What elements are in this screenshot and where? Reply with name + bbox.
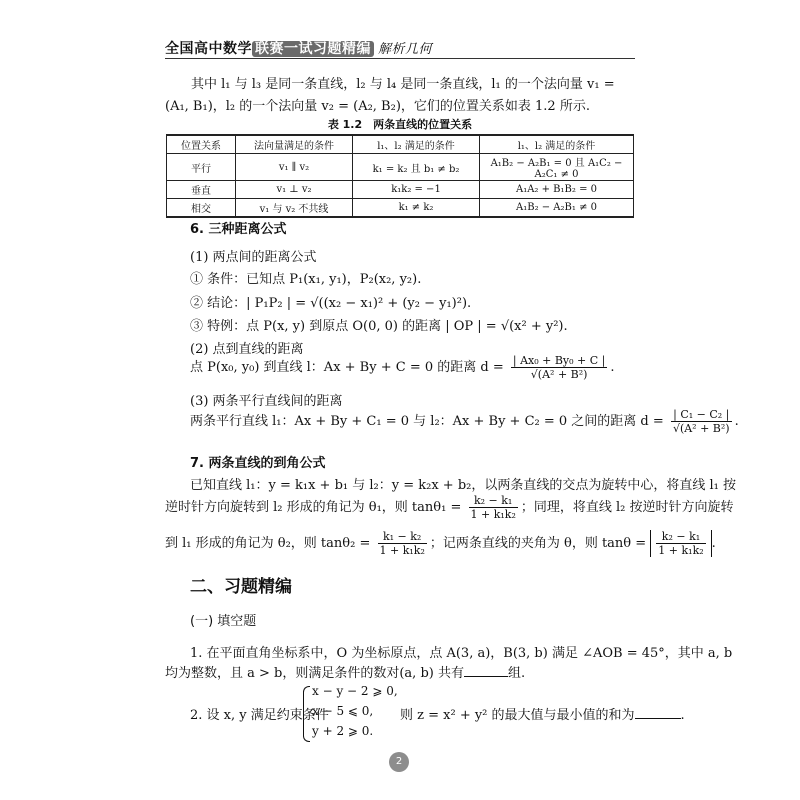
angle-text-c: 到 l₁ 形成的角记为 θ₂，则 tanθ₂ = (165, 536, 371, 551)
fraction-denominator: 1 + k₁k₂ (379, 544, 425, 557)
table-cell: 平行 (167, 154, 236, 181)
part-2-title: 二、习题精编 (190, 577, 292, 597)
question-2-body: 则 z = x² + y² 的最大值与最小值的和为 (400, 708, 635, 723)
table-cell: A₁B₂ − A₂B₁ = 0 且 A₁C₂ − A₂C₁ ≠ 0 (480, 154, 634, 181)
header-highlight-label: 联赛一试习题精编 (252, 41, 374, 57)
table-cell: v₁ ⊥ v₂ (236, 181, 353, 199)
angle-formula-line-3: 到 l₁ 形成的角记为 θ₂，则 tanθ₂ = $\frac{\text{k₁ − k₂}}{\text{1 + k₁k₂}}$ ；记两条直线的夹角为 θ，则 tanθ = $\frac{\text{k₂ − k₁}}{\text{1 + k₁k₂}}$ . (165, 530, 716, 557)
table-row (167, 199, 634, 218)
table-row (167, 154, 634, 181)
angle-text-a: 逆时针方向旋转到 l₂ 形成的角记为 θ₁，则 tanθ₁ = (165, 500, 462, 515)
question-1-line-2 (165, 662, 525, 681)
parallel-line-fraction (671, 408, 732, 435)
answer-blank[interactable] (464, 664, 508, 677)
subsection-1-title: (1) 两点间的距离公式 (190, 250, 317, 265)
table-header-cell: 位置关系 (167, 135, 236, 154)
parallel-line-text: 两条平行直线 l₁：Ax + By + C₁ = 0 与 l₂：Ax + By + C₂ = 0 之间的距离 d = (190, 414, 664, 429)
tan-theta-fraction (656, 530, 705, 557)
section-6-title: 6. 三种距离公式 (190, 222, 287, 237)
fraction-numerator: | Ax₀ + By₀ + C | (512, 354, 606, 367)
angle-formula-line-1: 已知直线 l₁：y = k₁x + b₁ 与 l₂：y = k₂x + b₂，以两条直线的交点为旋转中心，将直线 l₁ 按 (190, 478, 736, 493)
table-cell: A₁A₂ + B₁B₂ = 0 (480, 181, 634, 199)
point-line-text: 点 P(x₀, y₀) 到直线 l：Ax + By + C = 0 的距离 d = (190, 360, 504, 375)
angle-text-b: ；同理，将直线 l₂ 按逆时针方向旋转 (520, 500, 734, 515)
tan-theta2-fraction (378, 530, 427, 557)
formula-condition: ① 条件：已知点 P₁(x₁, y₁)，P₂(x₂, y₂). (190, 272, 422, 287)
table-cell: k₁k₂ = −1 (353, 181, 480, 199)
table-cell: k₁ ≠ k₂ (353, 199, 480, 218)
question-1-text: 均为整数，且 a > b，则满足条件的数对(a, b) 共有 (165, 666, 464, 681)
table-cell: v₁ ∥ v₂ (236, 154, 353, 181)
table-caption: 表 1.2 两条直线的位置关系 (327, 118, 473, 131)
table-header-cell: l₁、l₂ 满足的条件 (480, 135, 634, 154)
table-header-cell: 法向量满足的条件 (236, 135, 353, 154)
point-line-fraction (511, 354, 608, 381)
fraction-denominator: 1 + k₁k₂ (470, 508, 516, 521)
question-1-line-1: 1. 在平面直角坐标系中，O 为坐标原点，点 A(3, a)，B(3, b) 满足 ∠AOB = 45°，其中 a, b (190, 646, 733, 661)
angle-text-d: ；记两条直线的夹角为 θ，则 tanθ = (429, 536, 647, 551)
constraint-brace (303, 686, 310, 742)
header-subtitle: 解析几何 (378, 42, 433, 57)
section-7-title: 7. 两条直线的到角公式 (190, 456, 326, 471)
question-2-end: . (680, 708, 685, 723)
subsection-2-title: (2) 点到直线的距离 (190, 342, 304, 357)
header-divider (165, 58, 635, 59)
table-cell: v₁ 与 v₂ 不共线 (236, 199, 353, 218)
formula-conclusion: ② 结论：| P₁P₂ | = √((x₂ − x₁)² + (y₂ − y₁)²). (190, 296, 472, 311)
fraction-numerator: k₁ − k₂ (378, 530, 427, 544)
answer-blank[interactable] (635, 706, 681, 719)
constraint-3: y + 2 ⩾ 0. (312, 724, 374, 738)
table-header-row (167, 135, 634, 154)
question-1-end: 组. (507, 666, 526, 681)
question-2-intro: 2. 设 x, y 满足约束条件 (190, 708, 329, 723)
table-cell: A₁B₂ − A₂B₁ ≠ 0 (480, 199, 634, 218)
table-header-cell: l₁、l₂ 满足的条件 (353, 135, 480, 154)
fraction-numerator: k₂ − k₁ (469, 494, 518, 508)
fill-in-section-title: (一) 填空题 (190, 614, 257, 629)
constraint-2: x − 5 ⩽ 0, (312, 704, 374, 718)
running-header (165, 38, 432, 58)
constraint-1: x − y − 2 ⩾ 0, (312, 684, 398, 698)
header-book-title: 全国高中数学 (165, 41, 252, 57)
fraction-numerator: | C₁ − C₂ | (671, 408, 732, 422)
table-cell: k₁ = k₂ 且 b₁ ≠ b₂ (353, 154, 480, 181)
tan-theta1-fraction (469, 494, 518, 521)
table-cell: 垂直 (167, 181, 236, 199)
position-relation-table (166, 134, 634, 218)
fraction-denominator: 1 + k₁k₂ (658, 544, 704, 557)
table-cell: 相交 (167, 199, 236, 218)
angle-formula-line-2 (165, 494, 734, 521)
table-row (167, 181, 634, 199)
fraction-denominator: √(A² + B²) (672, 422, 730, 435)
intro-paragraph: 其中 l₁ 与 l₃ 是同一条直线，l₂ 与 l₄ 是同一条直线，l₁ 的一个法向量 v₁ = (A₁, B₁)，l₂ 的一个法向量 v₂ = (A₂, B₂)，它们的位置关系如表 1.2 所示. (165, 77, 615, 114)
formula-special-case: ③ 特例：点 P(x, y) 到原点 O(0, 0) 的距离 | OP | = √(x² + y²). (190, 319, 568, 334)
parallel-line-distance: 两条平行直线 l₁：Ax + By + C₁ = 0 与 l₂：Ax + By + C₂ = 0 之间的距离 d = $\frac{\text{| C₁ − C₂ |}}{\text{√(A² + B²)}}$ . (190, 408, 739, 435)
fraction-denominator: √(A² + B²) (530, 368, 588, 381)
question-2-text (400, 704, 685, 723)
subsection-3-title: (3) 两条平行直线间的距离 (190, 394, 343, 409)
fraction-numerator: k₂ − k₁ (656, 530, 705, 544)
page-number-badge: 2 (389, 752, 409, 772)
abs-value-bars (650, 530, 711, 557)
point-line-distance: 点 P(x₀, y₀) 到直线 l：Ax + By + C = 0 的距离 d = $\frac{\text{| Ax₀ + By₀ + C |}}{\text{√(A² + B²)}}$ . (190, 354, 615, 381)
